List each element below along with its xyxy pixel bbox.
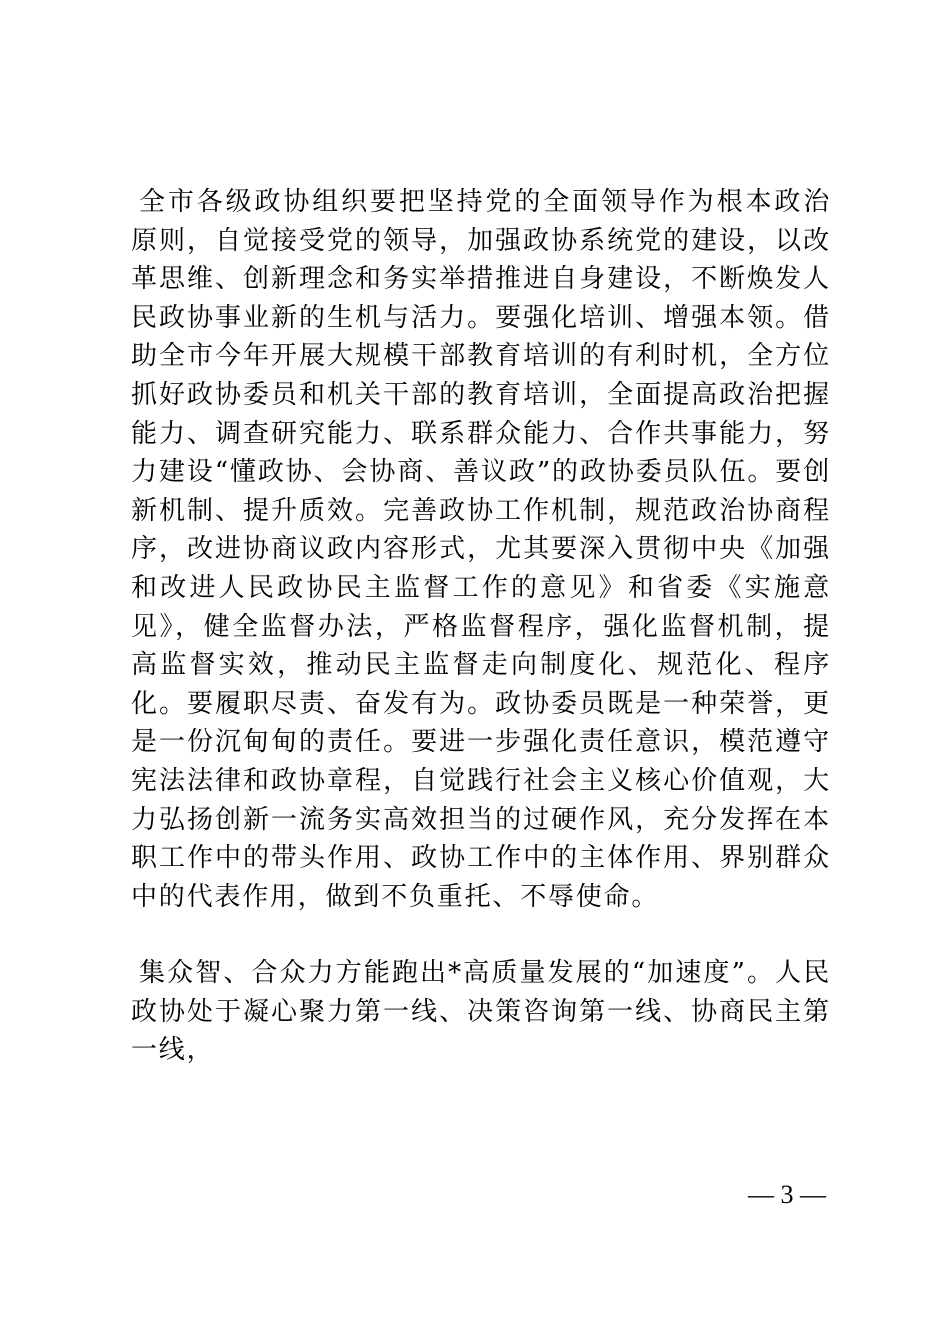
document-body xyxy=(131,183,831,1070)
page-number: — 3 — xyxy=(748,1180,826,1209)
body-paragraph-2: 集众智、合众力方能跑出*高质量发展的“加速度”。人民政协处于凝心聚力第一线、决策咨询第一线、协商民主第一线， xyxy=(131,958,831,1066)
body-paragraph-1: 全市各级政协组织要把坚持党的全面领导作为根本政治原则，自觉接受党的领导，加强政协系统党的建设，以改革思维、创新理念和务实举措推进自身建设，不断焕发人民政协事业新的生机与活力。要强化培训、增强本领。借助全市今年开展大规模干部教育培训的有利时机，全方位抓好政协委员和机关干部的教育培训，全面提高政治把握能力、调查研究能力、联系群众能力、合作共事能力，努力建设“懂政协、会协商、善议政”的政协委员队伍。要创新机制、提升质效。完善政协工作机制，规范政治协商程序，改进协商议政内容形式，尤其要深入贯彻中央《加强和改进人民政协民主监督工作的意见》和省委《实施意见》，健全监督办法，严格监督程序，强化监督机制，提高监督实效，推动民主监督走向制度化、规范化、程序化。要履职尽责、奋发有为。政协委员既是一种荣誉，更是一份沉甸甸的责任。要进一步强化责任意识，模范遵守宪法法律和政协章程，自觉践行社会主义核心价值观，大力弘扬创新一流务实高效担当的过硬作风，充分发挥在本职工作中的带头作用、政协工作中的主体作用、界别群众中的代表作用，做到不负重托、不辱使命。 xyxy=(131,187,831,912)
